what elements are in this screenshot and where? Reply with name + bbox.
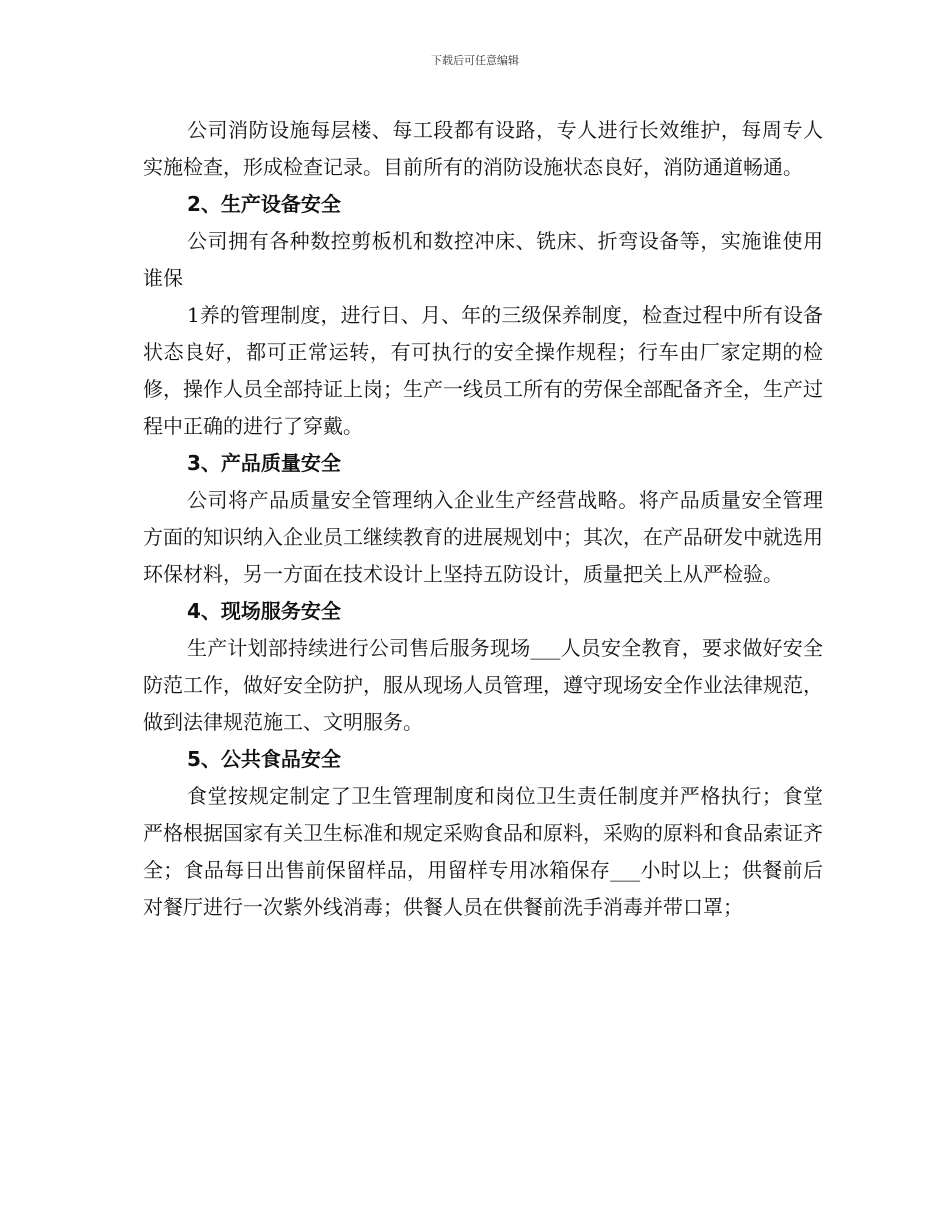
paragraph-equipment-maintenance: 1养的管理制度，进行日、月、年的三级保养制度，检查过程中所有设备状态良好，都可正常运转，有可执行的安全操作规程；行车由厂家定期的检修，操作人员全部持证上岗；生产一线员工所有的劳保全部配备齐全，生产过程中正确的进行了穿戴。 xyxy=(143,303,823,438)
document-body xyxy=(143,112,823,926)
heading-onsite-service: 4、现场服务安全 xyxy=(187,599,341,623)
heading-product-quality: 3、产品质量安全 xyxy=(187,451,341,475)
paragraph-fire-safety: 公司消防设施每层楼、每工段都有设路，专人进行长效维护，每周专人实施检查，形成检查记录。目前所有的消防设施状态良好，消防通道畅通。 xyxy=(143,118,823,179)
heading-food-safety: 5、公共食品安全 xyxy=(187,747,341,771)
paragraph-food-safety: 食堂按规定制定了卫生管理制度和岗位卫生责任制度并严格执行；食堂严格根据国家有关卫生标准和规定采购食品和原料，采购的原料和食品索证齐全；食品每日出售前保留样品，用留样专用冰箱保存___小时以上；供餐前后对餐厅进行一次紫外线消毒；供餐人员在供餐前洗手消毒并带口罩； xyxy=(143,784,823,919)
paragraph-onsite-service: 生产计划部持续进行公司售后服务现场___人员安全教育，要求做好安全防范工作，做好安全防护，服从现场人员管理，遵守现场安全作业法律规范，做到法律规范施工、文明服务。 xyxy=(143,636,823,734)
page-header: 下载后可任意编辑 xyxy=(431,54,519,67)
paragraph-equipment-intro: 公司拥有各种数控剪板机和数控冲床、铣床、折弯设备等，实施谁使用谁保 xyxy=(143,229,823,290)
heading-production-equipment: 2、生产设备安全 xyxy=(187,192,341,216)
paragraph-product-quality: 公司将产品质量安全管理纳入企业生产经营战略。将产品质量安全管理方面的知识纳入企业员工继续教育的进展规划中；其次，在产品研发中就选用环保材料，另一方面在技术设计上坚持五防设计，质量把关上从严检验。 xyxy=(143,488,823,586)
